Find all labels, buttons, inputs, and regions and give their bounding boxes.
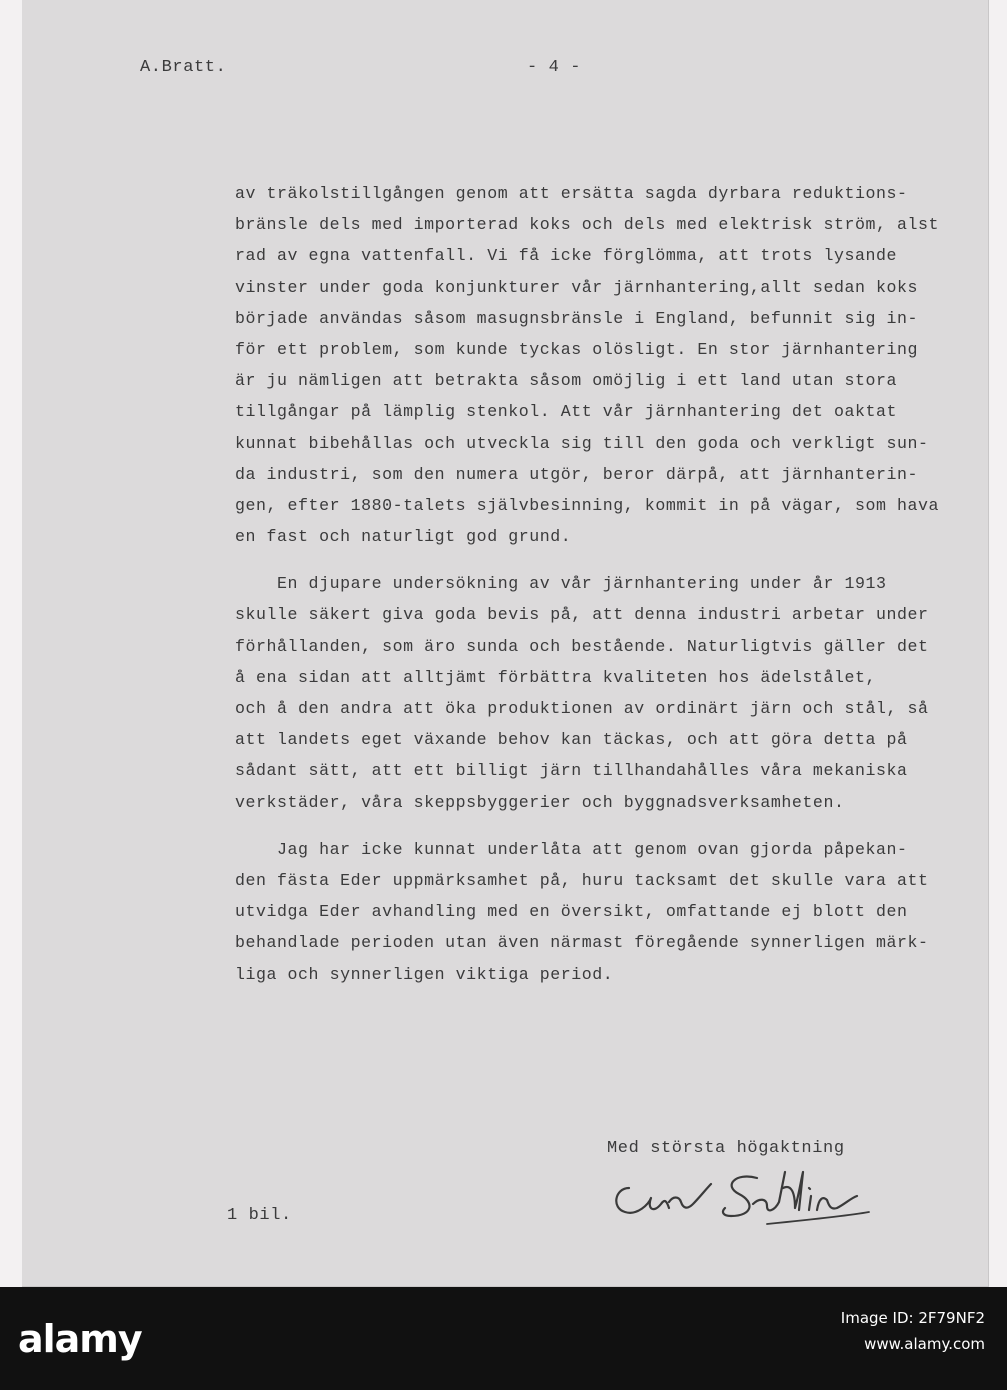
text-line: behandlade perioden utan även närmast föregående synnerligen märk- (235, 933, 929, 953)
closing-salutation: Med största högaktning (607, 1139, 845, 1158)
enclosure-note: 1 bil. (227, 1206, 292, 1225)
text-line: började användas såsom masugnsbränsle i England, befunnit sig in- (235, 308, 919, 328)
text-line: kunnat bibehållas och utveckla sig till den goda och verkligt sun- (235, 433, 929, 453)
paragraph-gap (235, 552, 995, 568)
paragraph-1 (235, 178, 995, 552)
text-line: att landets eget växande behov kan täckas, och att göra detta på (235, 730, 908, 750)
alamy-logo: alamy (18, 1317, 142, 1361)
page-number: - 4 - (527, 58, 582, 77)
text-line: förhållanden, som äro sunda och bestående. Naturligtvis gäller det (235, 636, 929, 656)
text-line: gen, efter 1880-talets självbesinning, kommit in på vägar, som hava (235, 495, 940, 515)
text-line: da industri, som den numera utgör, beror därpå, att järnhanterin- (235, 464, 919, 484)
text-line: skulle säkert giva goda bevis på, att denna industri arbetar under (235, 605, 929, 625)
image-id-label: Image ID: 2F79NF2 (840, 1309, 985, 1327)
stock-watermark-bar (0, 1287, 1007, 1390)
watermark-meta (841, 1305, 985, 1357)
text-line: är ju nämligen att betrakta såsom omöjlig i ett land utan stora (235, 371, 897, 391)
letter-body (235, 178, 995, 990)
watermark-url: www.alamy.com (864, 1335, 985, 1353)
text-line: Jag har icke kunnat underlåta att genom ovan gjorda påpekan- (235, 839, 908, 859)
text-line: rad av egna vattenfall. Vi få icke förglömma, att trots lysande (235, 246, 897, 266)
paragraph-gap (235, 818, 995, 834)
text-line: en fast och naturligt god grund. (235, 527, 572, 547)
text-line: å ena sidan att alltjämt förbättra kvaliteten hos ädelstålet, (235, 667, 876, 687)
text-line: verkstäder, våra skeppsbyggerier och byggnadsverksamheten. (235, 792, 845, 812)
handwritten-signature (607, 1158, 897, 1230)
text-line: vinster under goda konjunkturer vår järnhantering,allt sedan koks (235, 277, 919, 297)
text-line: bränsle dels med importerad koks och dels med elektrisk ström, alst (235, 215, 940, 235)
text-line: tillgångar på lämplig stenkol. Att vår järnhantering det oaktat (235, 402, 897, 422)
text-line: för ett problem, som kunde tyckas olösligt. En stor järnhantering (235, 339, 919, 359)
text-line: sådant sätt, att ett billigt järn tillhandahålles våra mekaniska (235, 761, 908, 781)
text-line: och å den andra att öka produktionen av ordinärt järn och stål, så (235, 699, 929, 718)
paragraph-2 (235, 568, 995, 818)
text-line: utvidga Eder avhandling med en översikt, omfattande ej blott den (235, 902, 908, 922)
paragraph-3 (235, 834, 995, 990)
text-line: den fästa Eder uppmärksamhet på, huru tacksamt det skulle vara att (235, 870, 929, 890)
text-line: liga och synnerligen viktiga period. (235, 964, 614, 984)
text-line: En djupare undersökning av vår järnhantering under år 1913 (235, 574, 887, 594)
text-line: av träkolstillgången genom att ersätta sagda dyrbara reduktions- (235, 184, 908, 203)
header-author: A.Bratt. (140, 58, 227, 77)
letter-page (22, 0, 989, 1287)
